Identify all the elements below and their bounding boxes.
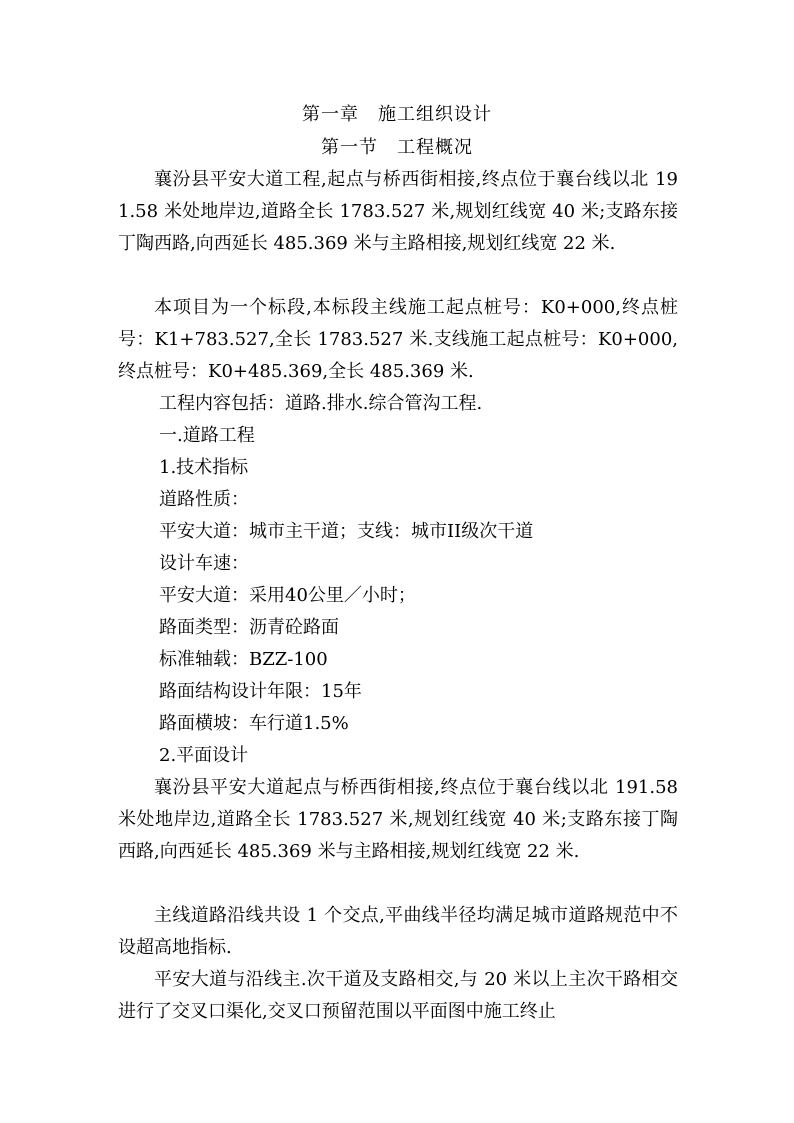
- work-scope-line: 工程内容包括：道路.排水.综合管沟工程.: [159, 393, 483, 414]
- section-title: 第一节 工程概况: [321, 137, 473, 158]
- design-life-line: 路面结构设计年限：15年: [159, 681, 362, 702]
- pavement-type-line: 路面类型：沥青砼路面: [159, 617, 339, 638]
- road-nature-value: 平安大道：城市主干道；支线：城市II级次干道: [159, 521, 534, 542]
- intersection-paragraph: 平安大道与沿线主.次干道及支路相交,与 20 米以上主次干路相交进行了交叉口渠化,交叉口预留范围以平面图中施工终止: [118, 969, 678, 1022]
- technical-index-heading: 1.技术指标: [159, 457, 249, 478]
- plan-design-heading: 2.平面设计: [159, 745, 249, 766]
- intersection-point-paragraph: 主线道路沿线共设 1 个交点,平曲线半径均满足城市道路规范中不设超高地指标.: [118, 905, 678, 958]
- design-speed-label: 设计车速：: [159, 553, 249, 574]
- overview-paragraph: 襄汾县平安大道工程,起点与桥西街相接,终点位于襄台线以北 191.58 米处地岸边,道路全长 1783.527 米,规划红线宽 40 米;支路东接丁陶西路,向西延长 485.369 米与主路相接,规划红线宽 22 米.: [118, 169, 678, 254]
- plan-design-paragraph: 襄汾县平安大道起点与桥西街相接,终点位于襄台线以北 191.58 米处地岸边,道路全长 1783.527 米,规划红线宽 40 米;支路东接丁陶西路,向西延长 485.369 米与主路相接,规划红线宽 22 米.: [118, 777, 678, 862]
- road-nature-label: 道路性质：: [159, 489, 249, 510]
- cross-slope-line: 路面横坡：车行道1.5%: [159, 713, 349, 734]
- standard-axle-line: 标准轴载：BZZ-100: [159, 649, 328, 670]
- section-scope-paragraph: 本项目为一个标段,本标段主线施工起点桩号：K0+000,终点桩号：K1+783.527,全长 1783.527 米.支线施工起点桩号：K0+000,终点桩号：K0+485.369,全长 485.369 米.: [118, 297, 678, 382]
- road-engineering-heading: 一.道路工程: [159, 425, 255, 446]
- design-speed-value: 平安大道：采用40公里／小时；: [159, 585, 416, 606]
- chapter-title: 第一章 施工组织设计: [302, 104, 492, 125]
